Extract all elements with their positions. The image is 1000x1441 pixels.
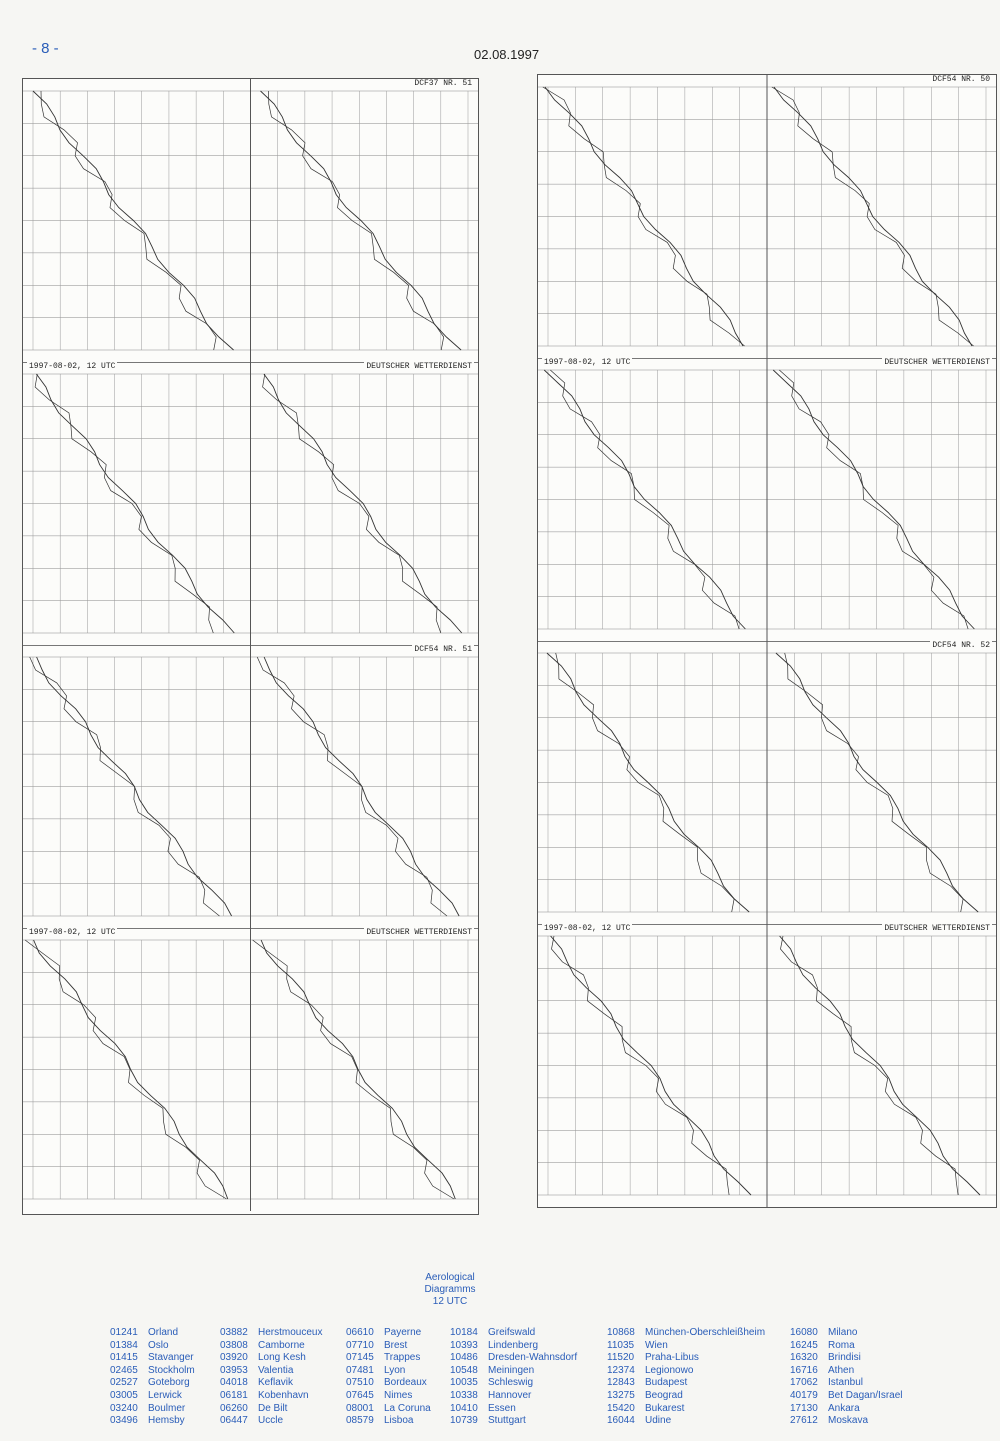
station-code: 10393 bbox=[450, 1339, 478, 1351]
station-name: Praha-Libus bbox=[645, 1352, 699, 1364]
station-code: 06610 bbox=[346, 1327, 374, 1338]
diagram-grid bbox=[23, 362, 478, 645]
aerological-diagram bbox=[23, 928, 478, 1211]
station-code: 04018 bbox=[220, 1377, 248, 1389]
station-name: Istanbul bbox=[828, 1377, 864, 1389]
station-name: Bordeaux bbox=[384, 1377, 427, 1389]
station-name: Lindenberg bbox=[488, 1339, 539, 1351]
page-number: - 8 - bbox=[32, 40, 59, 57]
station-code: 07710 bbox=[346, 1339, 374, 1351]
station-entry bbox=[790, 1390, 903, 1403]
station-entry bbox=[790, 1327, 903, 1340]
station-entry bbox=[607, 1403, 765, 1416]
station-name: Brest bbox=[384, 1339, 408, 1351]
station-name: Uccle bbox=[258, 1415, 284, 1427]
station-name: Stockholm bbox=[148, 1364, 195, 1376]
station-entry bbox=[790, 1415, 903, 1428]
aerological-diagram bbox=[538, 75, 996, 359]
station-name: Lisboa bbox=[384, 1415, 414, 1427]
station-entry bbox=[450, 1390, 577, 1403]
station-code: 16044 bbox=[607, 1415, 635, 1427]
station-column bbox=[607, 1327, 765, 1428]
station-entry bbox=[790, 1340, 903, 1353]
station-entry bbox=[346, 1352, 431, 1365]
station-name: Essen bbox=[488, 1402, 516, 1414]
station-entry bbox=[220, 1377, 322, 1390]
station-entry bbox=[220, 1415, 322, 1428]
station-code: 10868 bbox=[607, 1327, 635, 1338]
diagram-label: DEUTSCHER WETTERDIENST bbox=[366, 362, 472, 371]
station-entry bbox=[790, 1352, 903, 1365]
station-entry bbox=[110, 1365, 195, 1378]
station-entry bbox=[607, 1377, 765, 1390]
legend-title-line: Aerological bbox=[425, 1272, 475, 1283]
station-name: Roma bbox=[828, 1339, 855, 1351]
station-name: Long Kesh bbox=[258, 1352, 306, 1364]
station-name: Schleswig bbox=[488, 1377, 534, 1389]
diagram-label: DEUTSCHER WETTERDIENST bbox=[884, 924, 990, 933]
station-entry bbox=[450, 1352, 577, 1365]
station-name: Milano bbox=[828, 1327, 858, 1338]
right-chart-column bbox=[537, 74, 997, 1208]
legend-title-line: Diagramms bbox=[424, 1284, 476, 1295]
diagram-label: DEUTSCHER WETTERDIENST bbox=[884, 358, 990, 367]
station-code: 10338 bbox=[450, 1389, 478, 1401]
station-name: Bet Dagan/Israel bbox=[828, 1389, 903, 1401]
diagram-grid bbox=[538, 924, 996, 1207]
station-code: 15420 bbox=[607, 1402, 635, 1414]
station-code: 08579 bbox=[346, 1415, 374, 1427]
station-code: 16245 bbox=[790, 1339, 818, 1351]
diagram-label: DEUTSCHER WETTERDIENST bbox=[366, 928, 472, 937]
aerological-diagram bbox=[538, 358, 996, 642]
station-column bbox=[220, 1327, 322, 1428]
station-code: 07481 bbox=[346, 1364, 374, 1376]
station-name: Beograd bbox=[645, 1389, 683, 1401]
station-code: 01241 bbox=[110, 1327, 138, 1338]
station-entry bbox=[450, 1415, 577, 1428]
station-entry bbox=[450, 1403, 577, 1416]
station-entry bbox=[220, 1403, 322, 1416]
station-entry bbox=[110, 1390, 195, 1403]
station-name: Bukarest bbox=[645, 1402, 685, 1414]
aerological-diagram bbox=[23, 362, 478, 646]
station-code: 40179 bbox=[790, 1389, 818, 1401]
station-code: 16080 bbox=[790, 1327, 818, 1338]
station-entry bbox=[220, 1352, 322, 1365]
station-entry bbox=[607, 1365, 765, 1378]
station-entry bbox=[220, 1327, 322, 1340]
station-entry bbox=[607, 1415, 765, 1428]
station-name: Greifswald bbox=[488, 1327, 536, 1338]
station-code: 08001 bbox=[346, 1402, 374, 1414]
station-code: 03808 bbox=[220, 1339, 248, 1351]
station-code: 16716 bbox=[790, 1364, 818, 1376]
station-name: München-Oberschleißheim bbox=[645, 1327, 766, 1338]
diagram-label: 1997-08-02, 12 UTC bbox=[544, 358, 631, 367]
station-name: Orland bbox=[148, 1327, 179, 1338]
station-code: 02465 bbox=[110, 1364, 138, 1376]
station-entry bbox=[450, 1340, 577, 1353]
station-column bbox=[346, 1327, 431, 1428]
legend-title bbox=[0, 1272, 900, 1308]
station-name: Stuttgart bbox=[488, 1415, 526, 1427]
station-entry bbox=[346, 1415, 431, 1428]
station-name: Meiningen bbox=[488, 1364, 535, 1376]
station-name: Moskava bbox=[828, 1415, 869, 1427]
aerological-diagram bbox=[23, 79, 478, 363]
station-entry bbox=[346, 1403, 431, 1416]
station-entry bbox=[346, 1365, 431, 1378]
station-code: 10410 bbox=[450, 1402, 478, 1414]
station-name: De Bilt bbox=[258, 1402, 288, 1414]
aerological-diagram bbox=[538, 924, 996, 1207]
diagram-label: DCF54 NR. 51 bbox=[414, 645, 472, 654]
station-name: La Coruna bbox=[384, 1402, 431, 1414]
station-name: Stavanger bbox=[148, 1352, 194, 1364]
station-name: Valentia bbox=[258, 1364, 294, 1376]
station-code: 16320 bbox=[790, 1352, 818, 1364]
station-entry bbox=[346, 1340, 431, 1353]
aerological-diagram bbox=[23, 645, 478, 929]
aerological-diagram bbox=[538, 641, 996, 925]
station-name: Goteborg bbox=[148, 1377, 190, 1389]
diagram-grid bbox=[23, 928, 478, 1211]
station-code: 12374 bbox=[607, 1364, 635, 1376]
station-entry bbox=[607, 1327, 765, 1340]
station-name: Athen bbox=[828, 1364, 855, 1376]
station-entry bbox=[110, 1340, 195, 1353]
station-name: Oslo bbox=[148, 1339, 169, 1351]
diagram-grid bbox=[538, 358, 996, 641]
left-chart-column bbox=[22, 78, 479, 1215]
station-code: 03882 bbox=[220, 1327, 248, 1338]
station-code: 07510 bbox=[346, 1377, 374, 1389]
station-name: Trappes bbox=[384, 1352, 421, 1364]
station-code: 03005 bbox=[110, 1389, 138, 1401]
station-column bbox=[790, 1327, 903, 1428]
station-entry bbox=[607, 1340, 765, 1353]
legend-title-line: 12 UTC bbox=[432, 1296, 468, 1307]
station-code: 03920 bbox=[220, 1352, 248, 1364]
station-name: Camborne bbox=[258, 1339, 305, 1351]
station-code: 02527 bbox=[110, 1377, 138, 1389]
diagram-label: 1997-08-02, 12 UTC bbox=[29, 362, 116, 371]
diagram-grid bbox=[538, 641, 996, 924]
station-name: Nimes bbox=[384, 1389, 413, 1401]
station-entry bbox=[607, 1390, 765, 1403]
station-code: 06447 bbox=[220, 1415, 248, 1427]
station-entry bbox=[110, 1403, 195, 1416]
station-name: Lyon bbox=[384, 1364, 406, 1376]
diagram-label: DCF54 NR. 52 bbox=[932, 641, 990, 650]
station-code: 10035 bbox=[450, 1377, 478, 1389]
station-entry bbox=[450, 1377, 577, 1390]
station-code: 17062 bbox=[790, 1377, 818, 1389]
station-code: 01384 bbox=[110, 1339, 138, 1351]
station-code: 27612 bbox=[790, 1415, 818, 1427]
diagram-label: 1997-08-02, 12 UTC bbox=[544, 924, 631, 933]
diagram-label: DCF54 NR. 50 bbox=[932, 75, 990, 84]
station-entry bbox=[220, 1390, 322, 1403]
station-column bbox=[110, 1327, 195, 1428]
station-name: Hannover bbox=[488, 1389, 532, 1401]
station-name: Ankara bbox=[828, 1402, 860, 1414]
station-code: 10739 bbox=[450, 1415, 478, 1427]
station-name: Legionowo bbox=[645, 1364, 694, 1376]
station-name: Hemsby bbox=[148, 1415, 185, 1427]
page-date: 02.08.1997 bbox=[474, 47, 540, 62]
station-name: Herstmouceux bbox=[258, 1327, 323, 1338]
station-code: 01415 bbox=[110, 1352, 138, 1364]
station-entry bbox=[346, 1327, 431, 1340]
station-entry bbox=[450, 1327, 577, 1340]
station-column bbox=[450, 1327, 577, 1428]
station-name: Lerwick bbox=[148, 1389, 182, 1401]
station-code: 03953 bbox=[220, 1364, 248, 1376]
station-code: 07645 bbox=[346, 1389, 374, 1401]
station-entry bbox=[607, 1352, 765, 1365]
station-entry bbox=[220, 1365, 322, 1378]
station-code: 10486 bbox=[450, 1352, 478, 1364]
station-name: Dresden-Wahnsdorf bbox=[488, 1352, 578, 1364]
station-name: Budapest bbox=[645, 1377, 688, 1389]
station-entry bbox=[450, 1365, 577, 1378]
station-name: Payerne bbox=[384, 1327, 422, 1338]
station-code: 10548 bbox=[450, 1364, 478, 1376]
station-entry bbox=[110, 1352, 195, 1365]
station-entry bbox=[790, 1403, 903, 1416]
station-name: Keflavik bbox=[258, 1377, 294, 1389]
station-code: 12843 bbox=[607, 1377, 635, 1389]
diagram-grid bbox=[538, 75, 996, 358]
station-entry bbox=[790, 1365, 903, 1378]
station-entry bbox=[346, 1377, 431, 1390]
station-entry bbox=[110, 1377, 195, 1390]
station-code: 03240 bbox=[110, 1402, 138, 1414]
diagram-grid bbox=[23, 645, 478, 928]
station-name: Udine bbox=[645, 1415, 672, 1427]
station-entry bbox=[790, 1377, 903, 1390]
station-code: 11520 bbox=[607, 1352, 635, 1364]
diagram-grid bbox=[23, 79, 478, 362]
station-code: 06260 bbox=[220, 1402, 248, 1414]
station-name: Boulmer bbox=[148, 1402, 186, 1414]
diagram-label: 1997-08-02, 12 UTC bbox=[29, 928, 116, 937]
station-entry bbox=[110, 1327, 195, 1340]
station-entry bbox=[346, 1390, 431, 1403]
diagram-label: DCF37 NR. 51 bbox=[414, 79, 472, 88]
station-name: Brindisi bbox=[828, 1352, 861, 1364]
station-code: 03496 bbox=[110, 1415, 138, 1427]
station-code: 10184 bbox=[450, 1327, 478, 1338]
station-entry bbox=[110, 1415, 195, 1428]
station-code: 07145 bbox=[346, 1352, 374, 1364]
station-name: Wien bbox=[645, 1339, 668, 1351]
station-entry bbox=[220, 1340, 322, 1353]
station-name: Kobenhavn bbox=[258, 1389, 309, 1401]
station-code: 17130 bbox=[790, 1402, 818, 1414]
station-code: 11035 bbox=[607, 1339, 635, 1351]
station-code: 06181 bbox=[220, 1389, 248, 1401]
station-code: 13275 bbox=[607, 1389, 635, 1401]
